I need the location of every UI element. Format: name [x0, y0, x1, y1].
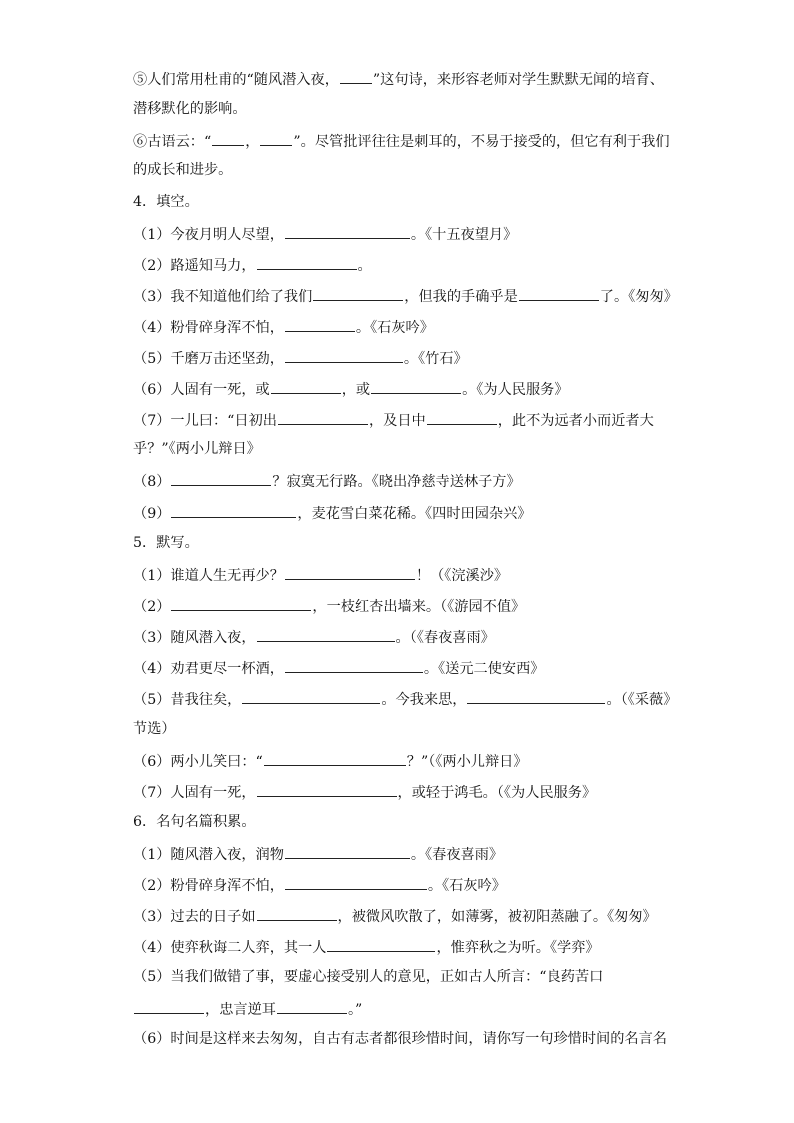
q5-item-3-blank[interactable] [257, 626, 395, 642]
q4-item-1-post: 。《十五夜望月》 [410, 227, 518, 243]
q5-item-1-blank[interactable] [285, 564, 415, 580]
q5-item-2 [133, 595, 525, 617]
q4-item-5 [133, 347, 468, 369]
q4-item-5-pre: （5）千磨万击还坚劲， [133, 351, 284, 367]
q4-item-3-pre: （3）我不知道他们给了我们 [133, 289, 313, 305]
q5-item-5 [133, 688, 677, 710]
q4-item-1-pre: （1）今夜月明人尽望， [133, 227, 284, 243]
q5-item-4 [133, 657, 545, 679]
q3-item6-line1 [133, 130, 670, 152]
q5-item-3-pre: （3）随风潜入夜， [133, 630, 256, 646]
q4-item-2-post: 。 [357, 258, 372, 274]
q4-item-3-mid: ，但我的手确乎是 [404, 289, 518, 305]
q3-item5-post: ”这句诗，来形容老师对学生默默无闻的培育、 [372, 72, 664, 88]
q3-item6-mid: ， [245, 134, 260, 150]
q4-item-2-blank[interactable] [257, 254, 357, 270]
q5-item-7-pre: （7）人固有一死， [133, 785, 256, 801]
q5-item-4-pre: （4）劝君更尽一杯酒， [133, 661, 284, 677]
q6-item-5-cont [133, 998, 362, 1020]
q4-item-9 [133, 502, 532, 524]
q6-item-5 [133, 967, 603, 987]
q4-item-6-blank2[interactable] [371, 378, 461, 394]
q3-item6-post: ”。尽管批评往往是刺耳的，不易于接受的，但它有利于我们 [293, 134, 670, 150]
q6-item-3-post: ，被微风吹散了，如薄雾，被初阳蒸融了。《匆匆》 [337, 909, 657, 925]
q4-item-9-blank[interactable] [171, 502, 296, 518]
q4-item-3 [133, 285, 678, 307]
q6-item-1-post: 。《春夜喜雨》 [410, 847, 504, 863]
q6-item-4 [133, 936, 600, 958]
q4-item-6-mid: ，或 [341, 382, 371, 398]
q6-item-1 [133, 843, 503, 865]
q4-item-7-cont: 乎？”《两小儿辩日》 [133, 441, 261, 457]
q5-heading: 5．默写。 [133, 535, 199, 551]
q6-item-2 [133, 874, 506, 896]
q5-item-4-blank[interactable] [285, 657, 423, 673]
q4-item-8-blank[interactable] [171, 470, 271, 486]
q6-heading: 6．名句名篇积累。 [133, 814, 256, 830]
q5-item-6 [133, 750, 528, 772]
q6-item-5-mid: ，忠言逆耳 [205, 1002, 276, 1018]
q5-item-4-post: 。《送元二使安西》 [423, 661, 545, 677]
q5-item-5-cont: 节选） [133, 721, 176, 737]
q6-item-1-blank[interactable] [285, 843, 410, 859]
q4-item-3-blank2[interactable] [519, 285, 599, 301]
q4-item-7-blank2[interactable] [427, 409, 497, 425]
q5-item-2-post: ，一枝红杏出墙来。（《游园不值》 [312, 599, 526, 615]
q5-item-5-blank1[interactable] [242, 688, 380, 704]
q3-item6-line2 [133, 160, 232, 180]
q6-item-5-blank2[interactable] [277, 998, 347, 1014]
q6-item-2-pre: （2）粉骨碎身浑不怕， [133, 878, 284, 894]
q4-item-1-blank[interactable] [285, 223, 410, 239]
q4-item-7 [133, 409, 654, 431]
q5-item-2-blank[interactable] [171, 595, 311, 611]
q6-item-3 [133, 905, 657, 927]
q3-item6-pre: ⑥古语云：“ [133, 134, 212, 150]
q4-item-9-pre: （9） [133, 506, 171, 522]
q5-item-1-post: ！（《浣溪沙》 [415, 568, 509, 584]
q5-item-5-pre: （5）昔我往矣， [133, 692, 242, 708]
q6-item-4-blank[interactable] [327, 936, 435, 952]
q6-item-2-post: 。《石灰吟》 [427, 878, 506, 894]
q3-item5-line1 [133, 68, 664, 90]
q4-item-2 [133, 254, 372, 276]
q5-item-6-post: ？”（《两小儿辩日》 [406, 754, 528, 770]
q5-item-6-pre: （6）两小儿笑曰：“ [133, 754, 263, 770]
q6-item-4-pre: （4）使弈秋诲二人弈，其一人 [133, 940, 327, 956]
q4-item-1 [133, 223, 517, 245]
q4-item-7-mid: ，及日中 [368, 413, 426, 429]
q4-item-6-pre: （6）人固有一死，或 [133, 382, 270, 398]
q4-item-7-post: ，此不为远者小而近者大 [497, 413, 654, 429]
q6-item-6 [133, 1029, 667, 1049]
q3-item5-cont: 潜移默化的影响。 [133, 101, 247, 117]
q6-item-5-end: 。” [347, 1002, 363, 1018]
q4-item-5-blank[interactable] [285, 347, 403, 363]
q3-item5-line2 [133, 99, 247, 119]
q4-item-4 [133, 316, 434, 338]
q4-heading: 4．填空。 [133, 194, 199, 210]
q5-item-1-pre: （1）谁道人生无再少？ [133, 568, 284, 584]
q4-item-4-pre: （4）粉骨碎身浑不怕， [133, 320, 284, 336]
q5-item-5-mid: 。今我来思， [381, 692, 467, 708]
q3-item5-pre: ⑤人们常用杜甫的“随风潜入夜， [133, 72, 339, 88]
q6-item-1-pre: （1）随风潜入夜，润物 [133, 847, 284, 863]
q3-item6-blank1[interactable] [212, 130, 244, 146]
q6-item-3-blank[interactable] [257, 905, 337, 921]
q5-item-5-blank2[interactable] [467, 688, 605, 704]
q4-item-4-post: 。《石灰吟》 [355, 320, 434, 336]
q4-item-7-blank1[interactable] [278, 409, 368, 425]
q5-item-7 [133, 781, 596, 803]
q5-item-7-post: ，或轻于鸿毛。（《为人民服务》 [397, 785, 597, 801]
q4-item-2-pre: （2）路遥知马力， [133, 258, 256, 274]
q4-item-3-blank1[interactable] [313, 285, 403, 301]
q5-item-5-post: 。（《采薇》 [606, 692, 678, 708]
q6-item-5-pre: （5）当我们做错了事，要虚心接受别人的意见，正如古人所言：“良药苦口 [133, 969, 604, 985]
q6-item-4-post: ，惟弈秋之为听。《学弈》 [436, 940, 600, 956]
q4-item-5-post: 。《竹石》 [403, 351, 468, 367]
q3-item5-blank[interactable] [340, 68, 372, 84]
q5-item-2-pre: （2） [133, 599, 171, 615]
q4-item-8-post: ？寂寞无行路。《晓出净慈寺送林子方》 [272, 474, 521, 490]
q4-item-7-pre: （7）一儿曰：“日初出 [133, 413, 277, 429]
q4-item-6-post: 。《为人民服务》 [462, 382, 569, 398]
q5-item-7-blank[interactable] [257, 781, 397, 797]
q6-item-2-blank[interactable] [285, 874, 427, 890]
q5-item-6-blank[interactable] [264, 750, 406, 766]
q5-item-1 [133, 564, 508, 586]
q4-item-3-post: 了。《匆匆》 [599, 289, 678, 305]
q6-item-6-pre: （6）时间是这样来去匆匆，自古有志者都很珍惜时间，请你写一句珍惜时间的名言名 [133, 1031, 667, 1047]
q4-item-6 [133, 378, 569, 400]
q4-item-6-blank1[interactable] [271, 378, 341, 394]
q4-item-4-blank[interactable] [285, 316, 355, 332]
q5-item-3-post: 。（《春夜喜雨》 [395, 630, 495, 646]
q4-item-8 [133, 470, 521, 492]
q6-item-5-blank1[interactable] [134, 998, 204, 1014]
q6-item-3-pre: （3）过去的日子如 [133, 909, 256, 925]
q4-item-8-pre: （8） [133, 474, 171, 490]
q3-item6-cont: 的成长和进步。 [133, 162, 233, 178]
q5-item-3 [133, 626, 495, 648]
q4-item-9-post: ，麦花雪白菜花稀。《四时田园杂兴》 [297, 506, 532, 522]
q3-item6-blank2[interactable] [260, 130, 292, 146]
